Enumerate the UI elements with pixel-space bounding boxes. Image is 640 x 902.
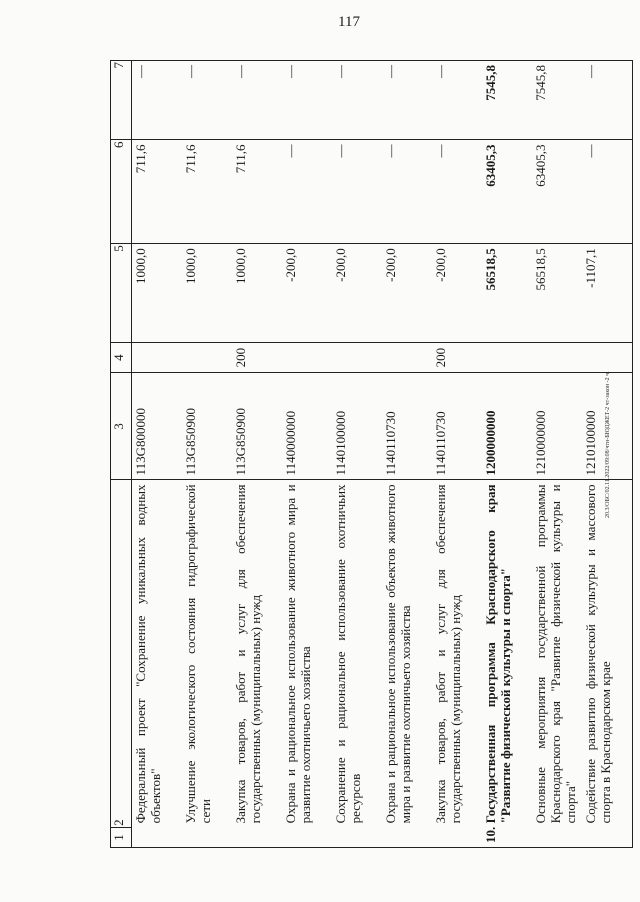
row-vr — [132, 342, 183, 373]
row-code: 1210100000 — [582, 373, 633, 480]
row-number — [332, 827, 382, 847]
table-row — [582, 61, 633, 848]
row-value-col6: 711,6 — [132, 140, 183, 244]
row-name: Содействие развитию физической культуры и массового спорта в Краснодарском крае — [582, 480, 633, 827]
row-value-col5: 56518,5 — [482, 244, 532, 343]
row-code: 1200000000 — [482, 373, 532, 480]
row-value-col5: -200,0 — [332, 244, 382, 343]
row-number — [382, 827, 432, 847]
table-row — [282, 61, 332, 848]
document-stamp: 20.3/ОБС/02.11.2022/09:08/чтн-БЮДЖЕТ-2 чт-закон -2 ч. — [605, 371, 611, 518]
table-row — [332, 61, 382, 848]
row-value-col5: -1107,1 — [582, 244, 633, 343]
row-vr — [582, 342, 633, 373]
row-value-col7: — — [332, 61, 382, 140]
row-value-col7: 7545,8 — [482, 61, 532, 140]
row-number: 10. — [482, 827, 532, 847]
table-row — [382, 61, 432, 848]
row-vr — [182, 342, 232, 373]
row-value-col7: — — [582, 61, 633, 140]
header-col-3: 3 — [111, 373, 132, 480]
header-col-6: 6 — [111, 140, 132, 244]
row-name: Охрана и рациональное использование животного мира и развитие охотничьего хозяйства — [282, 480, 332, 827]
row-code: 113G850900 — [182, 373, 232, 480]
row-vr — [532, 342, 582, 373]
row-name: Государственная программа Краснодарского края "Развитие физической культуры и спорта" — [482, 480, 532, 827]
row-code: 113G850900 — [232, 373, 282, 480]
row-value-col6: — — [282, 140, 332, 244]
row-vr: 200 — [232, 342, 282, 373]
row-code: 1140000000 — [282, 373, 332, 480]
table-row — [432, 61, 482, 848]
row-value-col5: -200,0 — [282, 244, 332, 343]
row-value-col6: — — [382, 140, 432, 244]
row-value-col6: — — [432, 140, 482, 244]
row-value-col6: 711,6 — [232, 140, 282, 244]
row-number — [232, 827, 282, 847]
row-number — [182, 827, 232, 847]
row-value-col7: — — [382, 61, 432, 140]
row-vr — [382, 342, 432, 373]
row-value-col5: 1000,0 — [132, 244, 183, 343]
row-code: 1210000000 — [532, 373, 582, 480]
header-col-1: 1 — [111, 827, 132, 847]
row-name: Сохранение и рациональное использование охотничьих ресурсов — [332, 480, 382, 827]
row-value-col6: — — [582, 140, 633, 244]
row-number — [282, 827, 332, 847]
row-value-col7: — — [432, 61, 482, 140]
row-value-col5: 1000,0 — [182, 244, 232, 343]
row-vr — [482, 342, 532, 373]
budget-table — [110, 60, 633, 848]
row-number — [132, 827, 183, 847]
row-number — [582, 827, 633, 847]
row-value-col7: — — [182, 61, 232, 140]
row-vr: 200 — [432, 342, 482, 373]
header-col-5: 5 — [111, 244, 132, 343]
row-number — [532, 827, 582, 847]
table-row — [532, 61, 582, 848]
row-name: Охрана и рациональное использование объектов животного мира и развитие охотничьего хозяйства — [382, 480, 432, 827]
page-number: 117 — [338, 14, 360, 30]
row-value-col5: 56518,5 — [532, 244, 582, 343]
table-row — [482, 61, 532, 848]
header-col-2: 2 — [111, 480, 132, 827]
row-name: Основные мероприятия государственной программы Краснодарского края "Развитие физической культуры и спорта" — [532, 480, 582, 827]
row-name: Закупка товаров, работ и услуг для обеспечения государственных (муниципальных) нужд — [232, 480, 282, 827]
row-value-col5: -200,0 — [432, 244, 482, 343]
row-value-col7: — — [282, 61, 332, 140]
table-row — [132, 61, 183, 848]
row-vr — [332, 342, 382, 373]
row-value-col6: — — [332, 140, 382, 244]
row-value-col7: — — [132, 61, 183, 140]
table-row — [182, 61, 232, 848]
header-col-7: 7 — [111, 61, 132, 140]
row-value-col6: 63405,3 — [482, 140, 532, 244]
row-vr — [282, 342, 332, 373]
row-value-col6: 711,6 — [182, 140, 232, 244]
table-header-row — [111, 61, 132, 848]
row-name: Закупка товаров, работ и услуг для обеспечения государственных (муниципальных) нужд — [432, 480, 482, 827]
table-row — [232, 61, 282, 848]
row-number — [432, 827, 482, 847]
header-col-4: 4 — [111, 342, 132, 373]
row-value-col6: 63405,3 — [532, 140, 582, 244]
row-code: 113G800000 — [132, 373, 183, 480]
row-code: 1140110730 — [382, 373, 432, 480]
row-value-col7: 7545,8 — [532, 61, 582, 140]
row-name: Федеральный проект "Сохранение уникальных водных объектов" — [132, 480, 183, 827]
row-value-col7: — — [232, 61, 282, 140]
row-code: 1140100000 — [332, 373, 382, 480]
row-value-col5: -200,0 — [382, 244, 432, 343]
row-code: 1140110730 — [432, 373, 482, 480]
row-name: Улучшение экологического состояния гидрографической сети — [182, 480, 232, 827]
row-value-col5: 1000,0 — [232, 244, 282, 343]
